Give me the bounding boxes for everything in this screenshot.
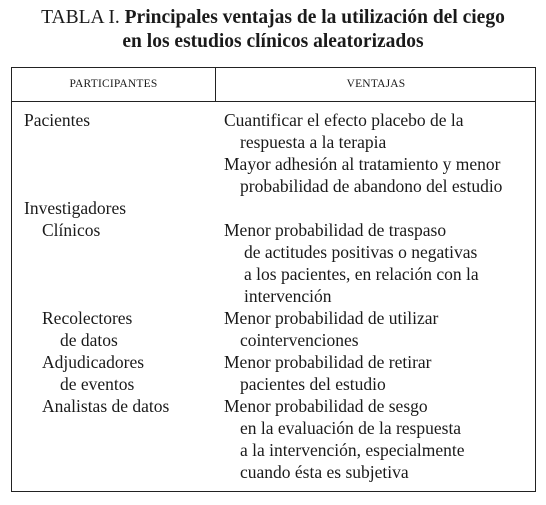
title-text-2: en los estudios clínicos aleatorizados [122,31,424,52]
title-text-1: Principales ventajas de la utilización del ciego [124,7,505,28]
advantage-line: a los pacientes, en relación con la [244,264,479,284]
advantage-line: cuando ésta es subjetiva [240,462,409,482]
advantage-line: intervención [244,286,332,306]
table-title [0,6,546,54]
advantage-line: Menor probabilidad de traspaso [224,220,447,240]
advantage-line: Menor probabilidad de retirar [224,352,432,372]
advantage-line: cointervenciones [240,330,359,350]
table-label: TABLA I. [41,7,120,28]
participant-clinicos: Clínicos [42,220,101,240]
advantage-line: probabilidad de abandono del estudio [240,176,503,196]
participant-recolectores-cont: de datos [60,330,118,350]
advantage-line: a la intervención, especialmente [240,440,465,460]
participant-analistas: Analistas de datos [42,396,170,416]
participant-pacientes: Pacientes [24,110,91,130]
advantage-line: en la evaluación de la respuesta [240,418,462,438]
advantage-line: Cuantificar el efecto placebo de la [224,110,464,130]
participant-recolectores: Recolectores [42,308,133,328]
advantage-line: pacientes del estudio [240,374,386,394]
title-line-1 [0,6,546,30]
advantage-line: Menor probabilidad de utilizar [224,308,439,328]
participant-adjudicadores-cont: de eventos [60,374,135,394]
participant-adjudicadores: Adjudicadores [42,352,145,372]
header-participants: PARTICIPANTES [69,78,158,90]
advantage-line: respuesta a la terapia [240,132,387,152]
participant-investigadores: Investigadores [24,198,127,218]
advantages-table [11,67,536,492]
advantage-line: Mayor adhesión al tratamiento y menor [224,154,501,174]
advantage-line: Menor probabilidad de sesgo [224,396,428,416]
header-advantages: VENTAJAS [346,78,406,90]
table-header [12,68,535,102]
advantage-line: de actitudes positivas o negativas [244,242,478,262]
